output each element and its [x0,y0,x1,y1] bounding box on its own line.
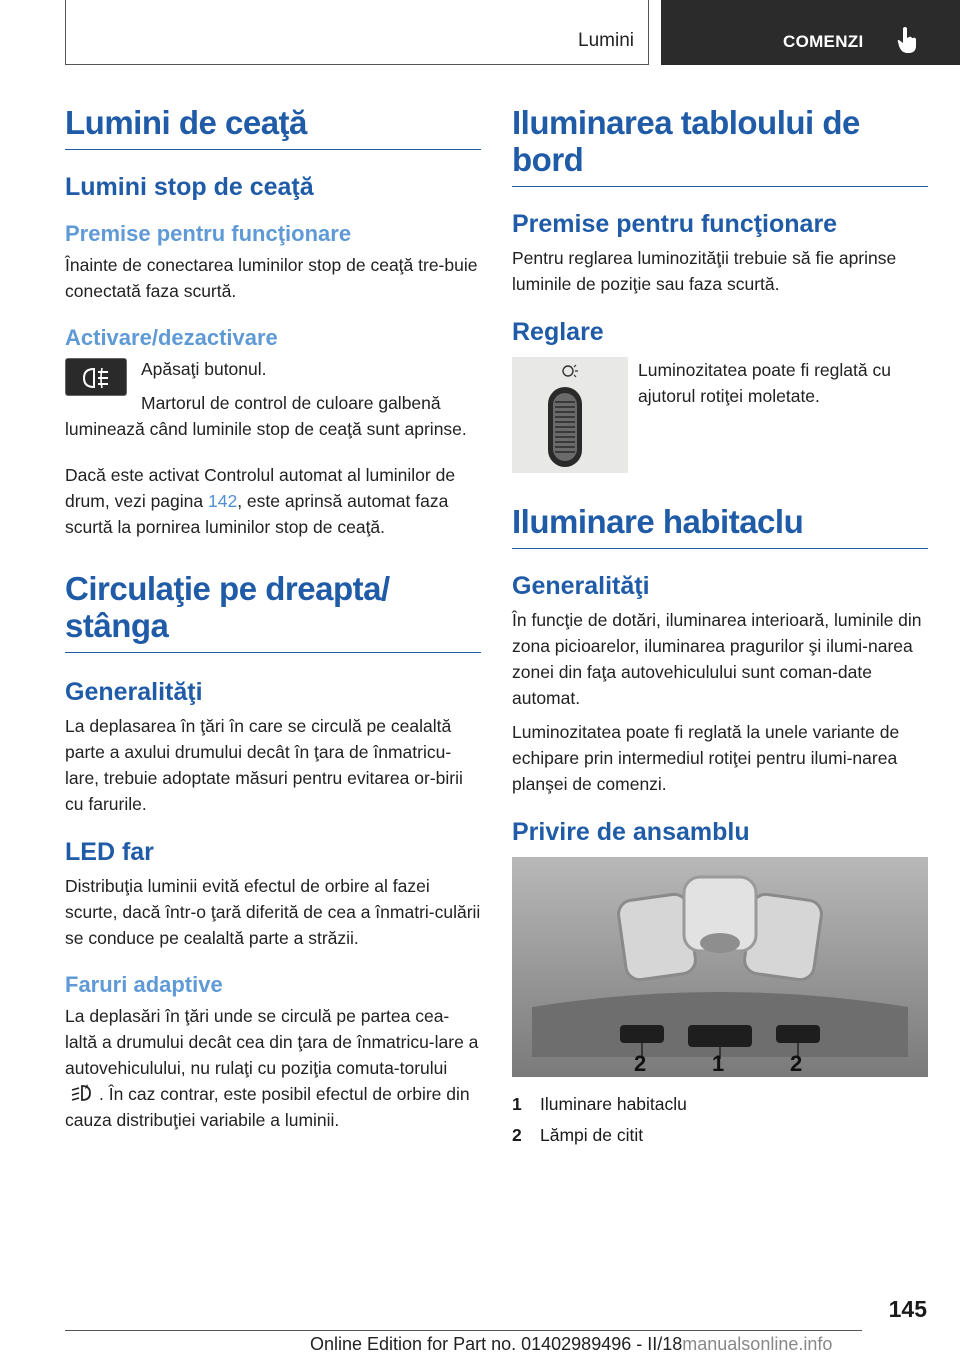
footer-divider [65,1330,862,1331]
heading-activate-deactivate: Activare/dezactivare [65,325,278,350]
thumbwheel-icon [512,357,628,473]
header-section-box [65,0,649,65]
legend-item [512,1120,928,1151]
heading-general: Generalităţi [65,678,203,706]
text-auto-headlight [65,462,481,540]
legend-text: Lămpi de citit [540,1125,644,1145]
svg-text:A: A [85,1084,90,1091]
page-number: 145 [888,1296,927,1322]
thumbwheel-row [512,357,928,473]
heading-adjust: Reglare [512,318,604,346]
heading-dashboard-lighting: Iluminarea tabloului de bord [512,104,928,187]
heading-led-headlight: LED far [65,838,154,866]
heading-prerequisites: Premise pentru funcţionare [65,221,352,246]
text-dash-prerequisites: Pentru reglarea luminozităţii trebuie să fie aprinse luminile de poziţie sau faza scurtă. [512,248,897,294]
text-interior-general-2: Luminozitatea poate fi reglată la unele variante de echipare prin intermediul rotiţei pentru ilumi‐narea planşei de comenzi. [512,722,900,794]
legend-number: 1 [512,1094,522,1114]
legend-text: Iluminare habitaclu [540,1094,687,1114]
left-column [65,104,481,1141]
text-interior-general-1: În funcţie de dotări, iluminarea interioară, luminile din zona picioarelor, iluminarea pragurilor şi ilumi‐narea zonei din faţa autovehiculului sunt coman‐date automat. [512,610,922,708]
right-column [512,104,928,1151]
photo-label-left: 2 [634,1051,647,1076]
rear-fog-light-icon [80,366,114,390]
text-led: Distribuţia luminii evită efectul de orbire al fazei scurte, dacă într-o ţară diferită de cea a înmatri‐culării se conduce pe cealaltă parte a străzii. [65,876,481,948]
pointing-hand-icon [896,26,918,54]
text-auto-part2: , este aprinsă automat faza scurtă la pornirea luminilor stop de ceaţă. [65,491,449,537]
heading-overview: Privire de ansamblu [512,818,750,846]
text-adaptive-part2: . În caz contrar, este posibil efectul de orbire din cauza distribuţiei variabile a luminii. [65,1084,470,1130]
thumbwheel-illustration [512,357,628,473]
heading-adaptive-headlights: Faruri adaptive [65,972,223,997]
text-adaptive [65,1003,481,1133]
text-general: La deplasarea în ţări în care se circulă pe cealaltă parte a axului drumului decât în ţara de înmatricu‐lare, trebuie adoptate măsuri pentru evitarea or‐birii cu farurile. [65,716,463,814]
rear-fog-button[interactable] [65,358,127,396]
text-auto-part1: Dacă este activat Controlul automat al luminilor de drum, vezi pagina [65,465,456,511]
legend-number: 2 [512,1125,522,1145]
automatic-headlight-icon [69,1082,95,1104]
page-link-142[interactable]: 142 [208,491,238,511]
heading-fog-lights: Lumini de ceaţă [65,104,481,150]
overhead-console-photo [512,857,928,1077]
header-chapter-label: COMENZI [783,32,864,51]
heading-dash-prerequisites: Premise pentru funcţionare [512,210,838,238]
text-press-button: Apăsaţi butonul. [141,359,267,379]
heading-interior-lighting: Iluminare habitaclu [512,503,928,549]
text-adaptive-part1: La deplasări în ţări unde se circulă pe partea cea‐laltă a drumului decât cea din ţara de înmatricu‐lare a autovehiculului, nu rulaţi cu poziţia comuta‐torului [65,1006,479,1078]
text-prerequisites: Înainte de conectarea luminilor stop de ceaţă tre‐buie conectată faza scurtă. [65,255,478,301]
heading-right-left-traffic: Circulaţie pe dreapta/ stânga [65,570,481,653]
photo-label-center: 1 [712,1051,725,1076]
footer-watermark: manualsonline.info [682,1334,833,1354]
fog-button-row [65,356,481,450]
photo-label-right: 2 [790,1051,803,1076]
overhead-console-illustration [512,857,928,1077]
text-adjust: Luminozitatea poate fi reglată cu ajutorul rotiţei moletate. [638,360,891,406]
header-section-label: Lumini [578,30,634,51]
heading-interior-general: Generalităţi [512,572,650,600]
text-indicator: Martorul de control de culoare galbenă luminează când luminile stop de ceaţă sunt aprinse. [65,393,467,439]
footer-edition-text: Online Edition for Part no. 01402989496 - II/18 [310,1334,683,1354]
header-chapter-tab[interactable] [661,0,960,65]
footer-edition [310,1334,832,1355]
legend-item [512,1089,928,1120]
heading-rear-fog-lights: Lumini stop de ceaţă [65,173,314,201]
